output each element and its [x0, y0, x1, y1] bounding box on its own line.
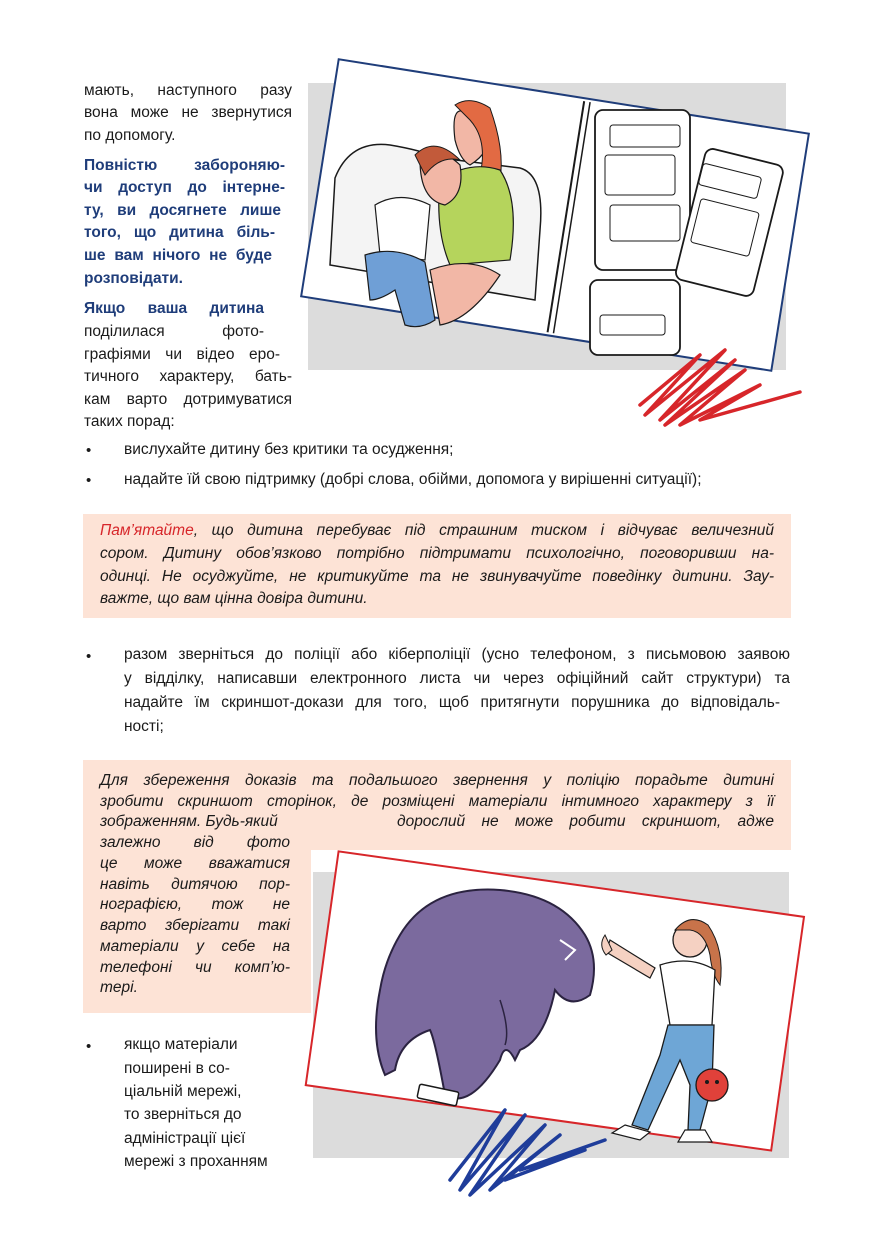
bullet-police-line: у відділку, написавши електронного листа чи через офіційний сайт структури) та: [124, 670, 790, 687]
note2-line: Для збереження доказів та подальшого звернення у поліцію порадьте дитині: [100, 772, 774, 789]
note2-line: зображенням. Будь-який: [100, 813, 278, 830]
note2-line: тері.: [100, 979, 138, 996]
bullet-dot: •: [86, 472, 92, 489]
bullet-social-line: то зверніться до: [124, 1106, 242, 1123]
warning-line: ту, ви досягнете лише: [84, 202, 281, 219]
bullet-police-line: ності;: [124, 718, 164, 735]
note2-line: варто зберігати такі: [100, 917, 290, 934]
advice-line: тичного характеру, бать-: [84, 368, 292, 385]
note2-line: дорослий не може робити скриншот, адже: [397, 813, 774, 830]
warning-line: розповідати.: [84, 270, 183, 287]
bullet-social-line: адміністрації цієї: [124, 1130, 246, 1147]
note2-line: телефоні чи комп’ю-: [100, 959, 290, 976]
bullet-dot: •: [86, 648, 92, 665]
warning-line: ше вам нічого не буде: [84, 247, 272, 264]
warning-line: того, що дитина біль-: [84, 224, 275, 241]
advice-line: кам варто дотримуватися: [84, 391, 292, 408]
bullet-item: надайте їй свою підтримку (добрі слова, обійми, допомога у вирішенні ситуації);: [124, 471, 702, 488]
warning-line: Повністю забороняю-: [84, 157, 285, 174]
bullet-police-line: разом зверніться до поліції або кіберполіції (усно телефоном, з письмовою заявою: [124, 646, 790, 663]
bullet-item: вислухайте дитину без критики та осудження;: [124, 441, 454, 458]
note-line: одинці. Не осуджуйте, не критикуйте та не звинувачуйте поведінку дитини. Зау-: [100, 568, 774, 585]
intro-line: вона може не звернутися: [84, 104, 292, 121]
note2-line: залежно від фото: [100, 834, 290, 851]
intro-line: по допомогу.: [84, 127, 176, 144]
bullet-social-line: поширені в со-: [124, 1060, 230, 1077]
advice-line: поділилася фото-: [84, 323, 264, 340]
note2-line: матеріали у себе на: [100, 938, 290, 955]
note-line: Пам’ятайте, що дитина перебуває під страшним тиском і відчуває величезний: [100, 522, 774, 539]
note2-line: це може вважатися: [100, 855, 290, 872]
bullet-dot: •: [86, 1038, 92, 1055]
note2-line: зробити скриншот сторінок, де розміщені матеріали інтимного характеру з її: [100, 793, 774, 810]
bullet-social-line: ціальній мережі,: [124, 1083, 242, 1100]
intro-line: мають, наступного разу: [84, 82, 292, 99]
advice-bold-start: Якщо ваша дитина: [84, 300, 264, 317]
advice-line: таких порад:: [84, 413, 175, 430]
note-highlight: Пам’ятайте: [100, 522, 194, 539]
bullet-dot: •: [86, 442, 92, 459]
note2-line: навіть дитячою пор-: [100, 876, 290, 893]
advice-line: графіями чи відео еро-: [84, 346, 280, 363]
bullet-social-line: якщо матеріали: [124, 1036, 238, 1053]
note2-line: нографією, тож не: [100, 896, 290, 913]
note-line: сором. Дитину обов’язково потрібно підтримати психологічно, поговоривши на-: [100, 545, 774, 562]
bullet-police-line: надайте їм скриншот-докази для того, щоб притягнути порушника до відповідаль-: [124, 694, 780, 711]
warning-line: чи доступ до інтерне-: [84, 179, 285, 196]
note-line: важте, що вам цінна довіра дитини.: [100, 590, 368, 607]
bullet-social-line: мережі з проханням: [124, 1153, 268, 1170]
